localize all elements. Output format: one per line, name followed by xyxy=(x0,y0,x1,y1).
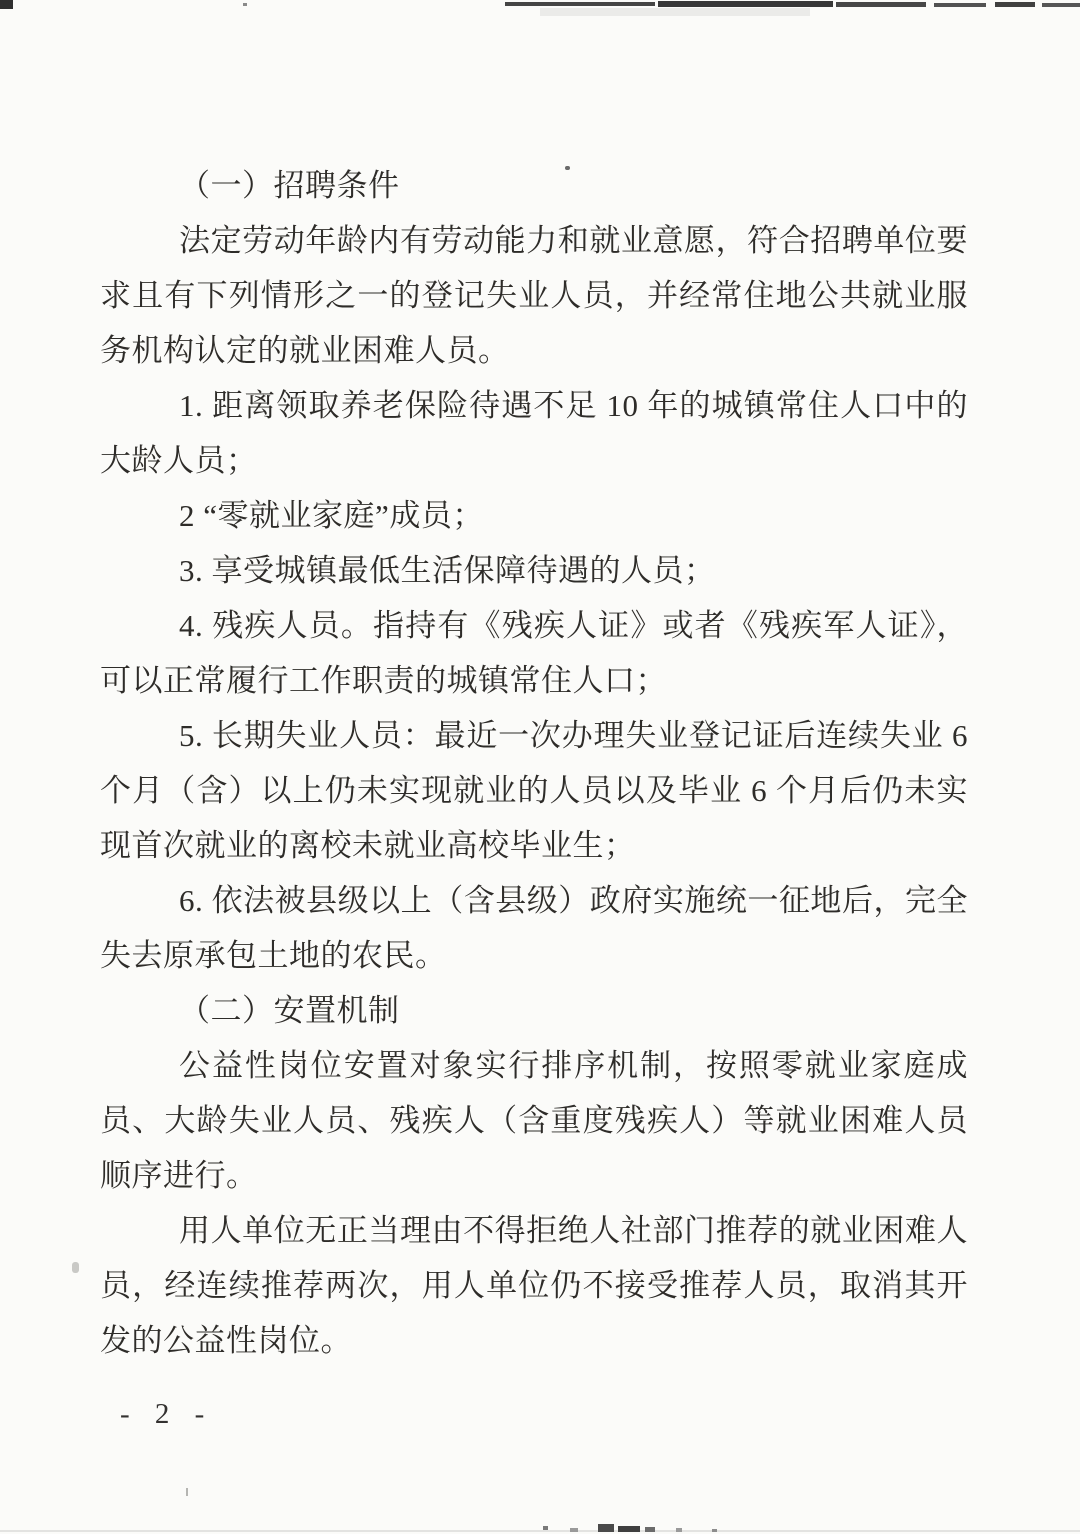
scan-artifact-top-line xyxy=(836,2,926,7)
scan-artifact-top-left-corner xyxy=(0,0,13,9)
scan-artifact-top-line xyxy=(995,2,1035,7)
scan-artifact-bottom-mark xyxy=(543,1526,548,1530)
section-1-heading: （一）招聘条件 xyxy=(179,168,400,203)
scan-artifact-bottom-mark xyxy=(712,1529,717,1532)
condition-item-5: 5. 长期失业人员：最近一次办理失业登记证后连续失业 6 个月（含）以上仍未实现就业的人员以及毕业 6 个月后仍未实现首次就业的离校未就业高校毕业生； xyxy=(100,718,968,863)
section-2-ordering-para: 公益性岗位安置对象实行排序机制，按照零就业家庭成员、大龄失业人员、残疾人（含重度残疾人）等就业困难人员顺序进行。 xyxy=(100,1048,968,1193)
scan-artifact-bottom-mark xyxy=(570,1528,578,1532)
condition-item-1: 1. 距离领取养老保险待遇不足 10 年的城镇常住人口中的大龄人员； xyxy=(100,388,968,478)
document-body xyxy=(100,158,968,1368)
scan-artifact-top-line xyxy=(658,1,833,7)
condition-item-2: 2 “零就业家庭”成员； xyxy=(179,498,484,533)
scan-artifact-top-line xyxy=(1042,3,1080,7)
scan-artifact-tick xyxy=(186,1488,188,1496)
scan-artifact-bottom-mark xyxy=(618,1526,640,1532)
scan-artifact-bottom-mark xyxy=(598,1524,614,1532)
condition-item-4: 4. 残疾人员。指持有《残疾人证》或者《残疾军人证》，可以正常履行工作职责的城镇常住人口； xyxy=(100,608,968,698)
section-1-intro: 法定劳动年龄内有劳动能力和就业意愿，符合招聘单位要求且有下列情形之一的登记失业人员，并经常住地公共就业服务机构认定的就业困难人员。 xyxy=(100,223,968,368)
scan-artifact-top-line xyxy=(934,3,986,7)
scan-artifact-top-line xyxy=(505,2,655,6)
condition-item-6: 6. 依法被县级以上（含县级）政府实施统一征地后，完全失去原承包土地的农民。 xyxy=(100,883,968,973)
scan-artifact-bottom-mark xyxy=(676,1528,682,1532)
condition-item-3: 3. 享受城镇最低生活保障待遇的人员； xyxy=(179,553,716,588)
scan-artifact-bottom-line xyxy=(0,1530,1080,1532)
section-2-employer-para: 用人单位无正当理由不得拒绝人社部门推荐的就业困难人员，经连续推荐两次，用人单位仍不接受推荐人员，取消其开发的公益性岗位。 xyxy=(100,1213,968,1358)
scan-artifact-bottom-mark xyxy=(645,1527,655,1532)
page-number: - 2 - xyxy=(120,1398,214,1430)
scan-artifact-top-dot xyxy=(243,3,247,6)
section-2-heading: （二）安置机制 xyxy=(179,993,400,1028)
scan-artifact-speck xyxy=(72,1262,79,1273)
scan-artifact-top-shadow xyxy=(540,8,810,16)
